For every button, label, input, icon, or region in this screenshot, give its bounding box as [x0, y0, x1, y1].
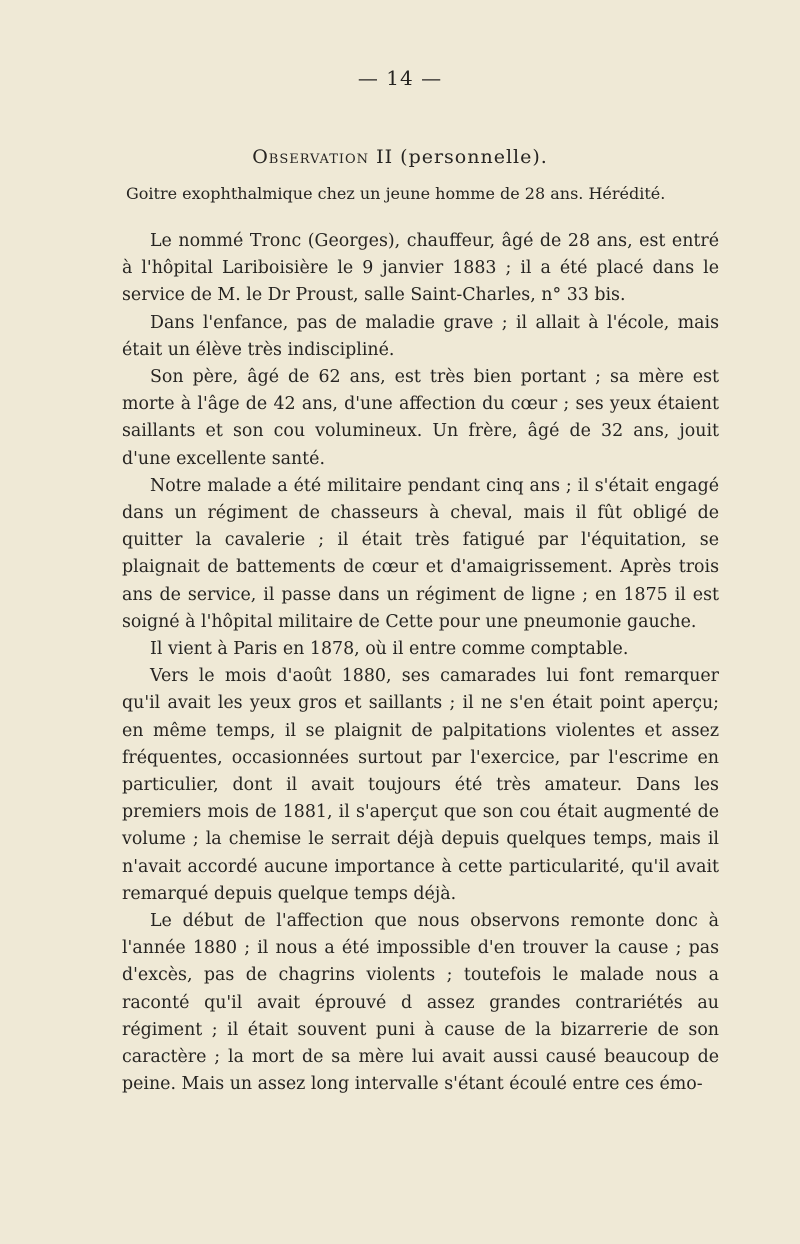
- observation-title: [0, 146, 800, 168]
- paragraph: Il vient à Paris en 1878, où il entre comme comptable.: [150, 639, 629, 660]
- paragraph: Le début de l'affection que nous observons remonte donc à l'année 1880 ; il nous a été impossible d'en trouver la cause ; pas d'excès, pas de chagrins violents ; toutefois le malade nous a raconté qu'il avait éprouvé d assez grandes contrariétés au régiment ; il était souvent puni à cause de la bizarrerie de son caractère ; la mort de sa mère lui avait aussi causé beaucoup de peine. Mais un assez long intervalle s'étant écoulé entre ces émo-: [122, 911, 719, 1095]
- observation-label: Observation: [252, 146, 370, 168]
- page-number: — 14 —: [357, 66, 443, 90]
- paragraph: Notre malade a été militaire pendant cinq ans ; il s'était engagé dans un régiment de chasseurs à cheval, mais il fût obligé de quitter la cavalerie ; il était très fatigué par l'équitation, se plaignait de battements de cœur et d'amaigrissement. Après trois ans de service, il passe dans un régiment de ligne ; en 1875 il est soigné à l'hôpital militaire de Cette pour une pneumonie gauche.: [122, 475, 719, 632]
- paragraph: Vers le mois d'août 1880, ses camarades lui font remarquer qu'il avait les yeux gros et saillants ; il ne s'en était point aperçu; en même temps, il se plaignit de palpitations violentes et assez fréquentes, occasionnées surtout par l'exercice, par l'escrime en particulier, dont il avait toujours été très amateur. Dans les premiers mois de 1881, il s'aperçut que son cou était augmenté de volume ; la chemise le serrait déjà depuis quelques temps, mais il n'avait accordé aucune importance à cette particularité, qu'il avait remarqué depuis quelque temps déjà.: [122, 666, 719, 904]
- body-text: [122, 228, 719, 1099]
- paragraph: Son père, âgé de 62 ans, est très bien portant ; sa mère est morte à l'âge de 42 ans, d'une affection du cœur ; ses yeux étaient saillants et son cou volumineux. Un frère, âgé de 32 ans, jouit d'une excellente santé.: [122, 367, 719, 469]
- observation-title-rest: II (personnelle).: [369, 146, 548, 168]
- paragraph: Dans l'enfance, pas de maladie grave ; il allait à l'école, mais était un élève très indiscipliné.: [122, 312, 719, 360]
- paragraph: Le nommé Tronc (Georges), chauffeur, âgé de 28 ans, est entré à l'hôpital Lariboisière le 9 janvier 1883 ; il a été placé dans le service de M. le Dr Proust, salle Saint-Charles, n° 33 bis.: [122, 231, 719, 306]
- observation-subtitle: Goitre exophthalmique chez un jeune homme de 28 ans. Hérédité.: [126, 184, 666, 203]
